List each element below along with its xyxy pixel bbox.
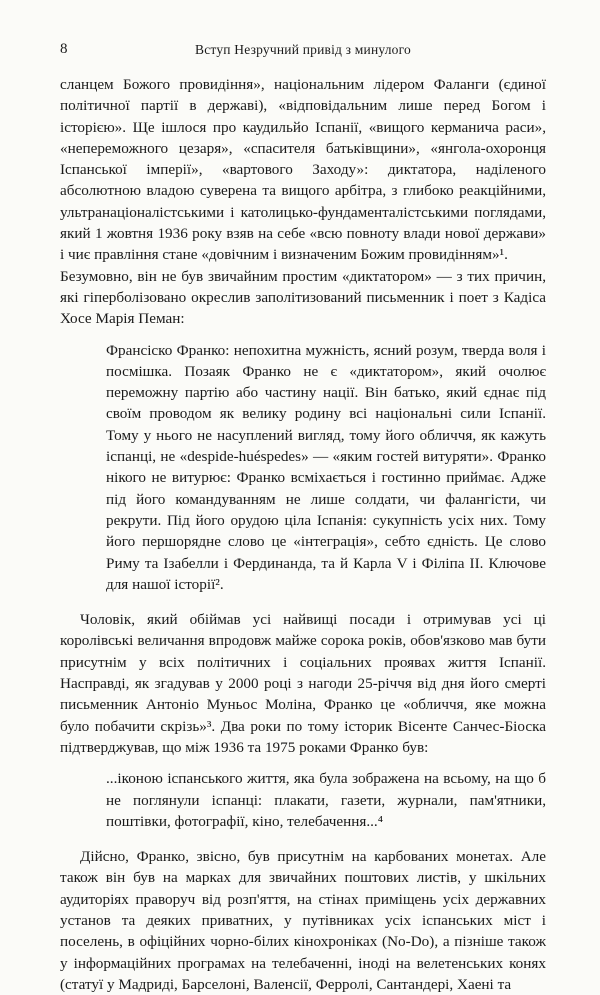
block-quote-peman <box>60 340 546 596</box>
page-header <box>60 41 546 61</box>
paragraph-presence: Чоловік, який обіймав усі найвищі посади і отримував усі ці королівські величання впродовж майже сорока років, обов'язково мав бути присутнім у всіх політичних і соціальних проявах життя Іспанії. Насправді, як згадував у 2000 році з нагоди 25-річчя від дня його смерті письменник Антоніо Муньос Моліна, Франко це «обличчя, яке можна було побачити скрізь»³. Два роки по тому історик Вісенте Санчес-Біоска підтверджував, що між 1936 та 1975 роками Франко був: <box>60 611 546 756</box>
page-body <box>60 74 546 995</box>
running-title: Вступ Незручний привід з минулого <box>195 42 411 57</box>
paragraph-coins: Дійсно, Франко, звісно, був присутнім на карбованих монетах. Але також він був на марках для звичайних поштових листів, у шкільних аудиторіях праворуч від розп'яття, на стінах приміщень усіх державних установ та деяких приватних, у путівниках усіх іспанських міст і поселень, в офіційних чорно-білих кінохроніках (No-Do), а пізніше також у інформаційних програмах на телебаченні, іноді на велетенських конях (статуї у Мадриді, Барселоні, Валенсії, Ферролі, Сантандері, Хаені та <box>60 848 546 993</box>
block-quote-sanchez-biosca <box>60 768 546 832</box>
quote-peman-text: Франсіско Франко: непохитна мужність, ясний розум, тверда воля і посмішка. Позаяк Франко не є «диктатором», який очолює переможну партію або частину нації. Він батько, який єднає під своїм проводом як велику родину всі національні сили Іспанії. Тому у нього не насуплений вигляд, тому його обличчя, як кажуть іспанці, не «despide-huéspedes» — «яким гостей витуряти». Франко нікого не витурює: Франко всміхається і гостинно приймає. Адже під його командуванням не лише солдати, чи фалангісти, чи рекрути. Під його орудою ціла Іспанія: сукупність усіх них. Тому його першорядне слово це «інтеграція», себто єдність. Це слово Риму та Ізабелли і Фердинанда, та й Карла V і Філіпа II. Ключове для нашої історії². <box>106 341 546 593</box>
page-number: 8 <box>60 41 68 57</box>
quote-sanchez-biosca-text: ...іконою іспанського життя, яка була зображена на всьому, на що б не поглянули іспанці: плакати, газети, журнали, пам'ятники, поштівки, фотографії, кіно, телебачення...⁴ <box>106 770 546 830</box>
spacer <box>60 832 546 846</box>
paragraph-peman-intro: Безумовно, він не був звичайним простим «диктатором» — з тих причин, які гіперболізовано окреслив заполітизований письменник і поет з Кадіса Хосе Марія Пеман: <box>60 267 546 328</box>
spacer <box>60 595 546 609</box>
paragraph-continuation: сланцем Божого провидіння», національним лідером Фаланги (єдиної політичної партії в державі), «відповідальним лише перед Богом і історією». Ще ішлося про каудильйо Іспанії, «вищого керманича раси», «непереможного цезаря», «спасителя батьківщини», «янгола-охоронця Іспанської імперії», «вартового Заходу»: диктатора, наділеного абсолютною владою суверена та вищого арбітра, з глибоко реакційними, ультранаціоналістськими і католицько-фундаменталістськими поглядами, який 1 жовтня 1936 року взяв на себе «всю повноту влади нової держави» і чиє правління стане «довічним і визначеним Божим провидінням»¹. <box>60 76 546 264</box>
